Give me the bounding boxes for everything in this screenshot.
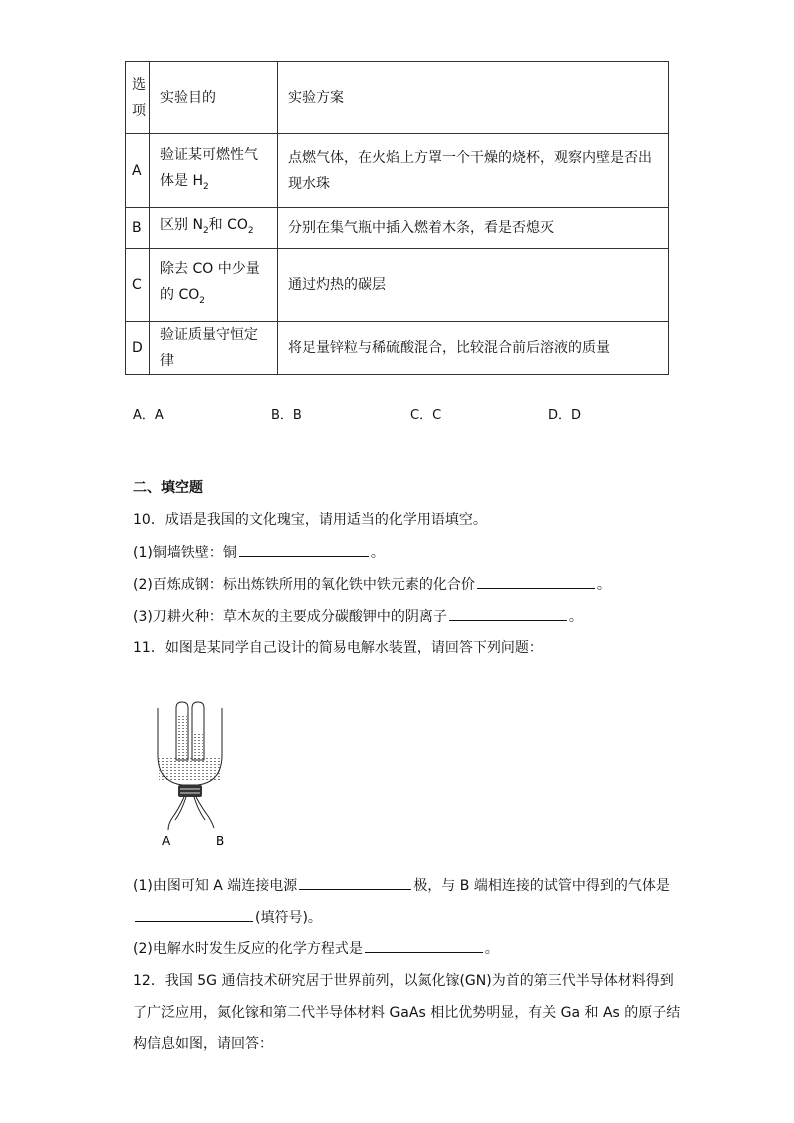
q11-blank1[interactable] (299, 874, 411, 890)
experiment-table (125, 61, 669, 375)
row-a-purpose: 验证某可燃性气体是 $H_2$ (150, 134, 278, 208)
row-b-plan: 分别在集气瓶中插入燃着木条，看是否熄灭 (278, 208, 669, 249)
row-a-option: A (126, 134, 150, 208)
q11-part1: (1)由图可知 A 端连接电源 极，与 B 端相连接的试管中得到的气体是 (133, 874, 670, 895)
header-option: 选项 (126, 62, 150, 134)
row-b-purpose: 区别 $N_2$和 $CO_2$ (150, 208, 278, 249)
q11-blank2[interactable] (135, 906, 253, 922)
electrolysis-apparatus-figure (150, 700, 250, 850)
q10-blank2[interactable] (477, 573, 595, 589)
row-d-purpose: 验证质量守恒定律 (150, 322, 278, 375)
q11-part2: (2)电解水时发生反应的化学方程式是 。 (133, 937, 499, 958)
row-d-option: D (126, 322, 150, 375)
choice-d[interactable]: D．D (548, 408, 582, 423)
choice-a[interactable]: A．A (133, 408, 164, 423)
header-plan: 实验方案 (278, 62, 669, 134)
q10-blank1[interactable] (239, 541, 369, 557)
q10-stem: 10．成语是我国的文化瑰宝，请用适当的化学用语填空。 (133, 512, 487, 528)
row-c-purpose: 除去 CO 中少量的 $CO_2$ (150, 249, 278, 322)
row-d-plan: 将足量锌粒与稀硫酸混合，比较混合前后溶液的质量 (278, 322, 669, 375)
q11-part1-cont: (填符号)。 (133, 906, 322, 927)
q10-part3: (3)刀耕火种：草木灰的主要成分碳酸钾中的阴离子 。 (133, 605, 583, 626)
row-a-plan: 点燃气体，在火焰上方罩一个干燥的烧杯，观察内壁是否出现水珠 (278, 134, 669, 208)
q10-part2: (2)百炼成钢：标出炼铁所用的氧化铁中铁元素的化合价 。 (133, 573, 611, 594)
q10-blank3[interactable] (449, 605, 567, 621)
q12-line2: 了广泛应用，氮化镓和第二代半导体材料 GaAs 相比优势明显，有关 Ga 和 As 的原子结 (133, 1005, 681, 1021)
section-title: 二、填空题 (133, 480, 203, 496)
q11-blank3[interactable] (365, 937, 483, 953)
q10-part1: (1)铜墙铁壁：铜 。 (133, 541, 385, 562)
q12-line3: 构信息如图，请回答： (133, 1036, 273, 1052)
header-purpose: 实验目的 (150, 62, 278, 134)
row-c-option: C (126, 249, 150, 322)
label-b: B (216, 834, 225, 848)
row-b-option: B (126, 208, 150, 249)
answer-choices (133, 404, 693, 424)
q11-stem: 11．如图是某同学自己设计的简易电解水装置，请回答下列问题： (133, 640, 543, 656)
choice-c[interactable]: C．C (410, 408, 442, 423)
row-c-plan: 通过灼热的碳层 (278, 249, 669, 322)
q12-line1: 12．我国 5G 通信技术研究居于世界前列，以氮化镓(GN)为首的第三代半导体材料得到 (133, 973, 674, 989)
apparatus-body (158, 702, 222, 830)
choice-b[interactable]: B．B (271, 408, 302, 423)
label-a: A (162, 834, 171, 848)
